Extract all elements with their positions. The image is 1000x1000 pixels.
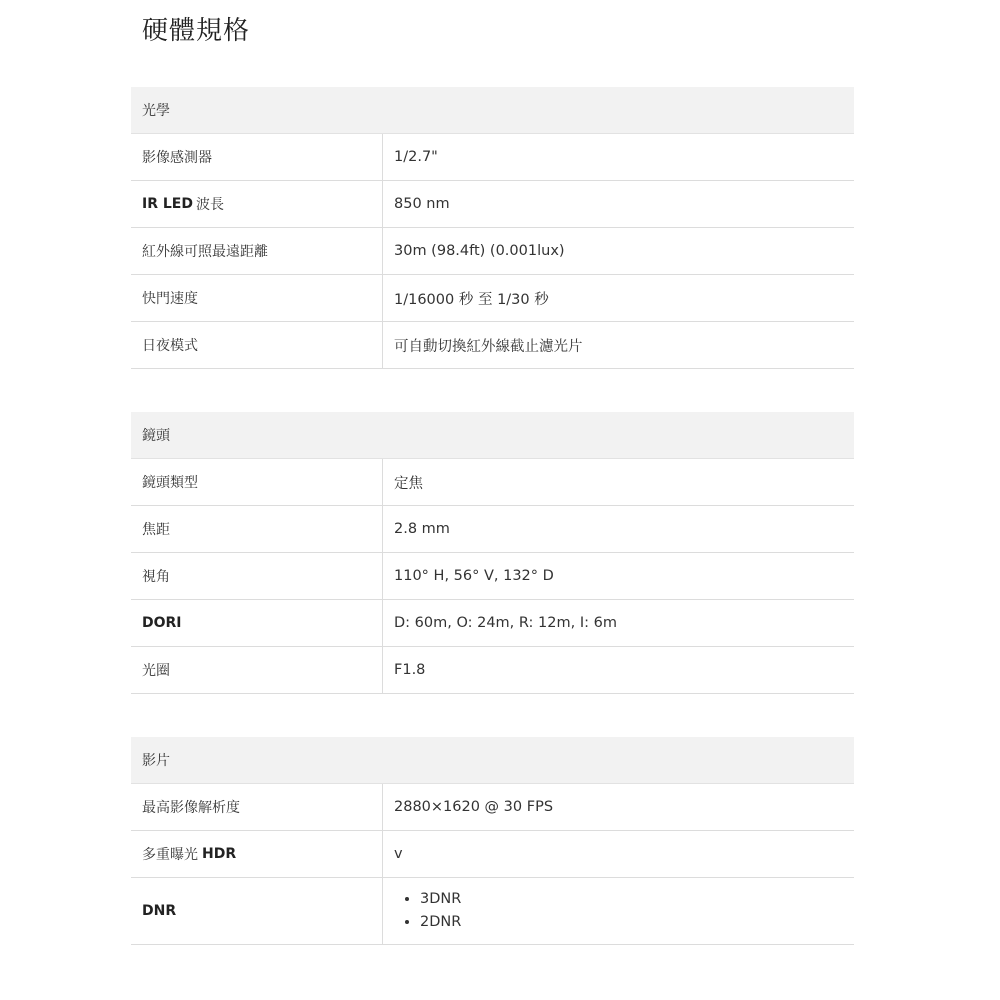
- spec-section-optics: [131, 87, 854, 369]
- spec-label-text: 日夜模式: [142, 338, 198, 354]
- list-item: • 2DNR: [420, 911, 461, 934]
- spec-value: 2880×1620 @ 30 FPS: [394, 799, 554, 815]
- section-header: 影片: [131, 737, 854, 784]
- spec-row: [131, 322, 854, 369]
- spec-label: [131, 600, 383, 646]
- section-header: 光學: [131, 87, 854, 134]
- spec-row: [131, 506, 854, 553]
- spec-value: 定焦: [394, 475, 423, 492]
- spec-value: v: [394, 846, 403, 862]
- spec-label: [131, 459, 383, 505]
- spec-row: [131, 878, 854, 945]
- spec-value: 1/16000 秒 至 1/30 秒: [394, 291, 549, 308]
- spec-row: [131, 600, 854, 647]
- spec-label: [131, 506, 383, 552]
- spec-value: [383, 878, 854, 944]
- spec-label: [131, 831, 383, 877]
- spec-label-text: 紅外線可照最遠距離: [142, 244, 268, 260]
- spec-label: [131, 784, 383, 830]
- spec-label-bold: IR LED: [142, 196, 193, 212]
- spec-label: [131, 228, 383, 274]
- section-header: 鏡頭: [131, 412, 854, 459]
- spec-value: 110° H, 56° V, 132° D: [394, 568, 554, 584]
- spec-label: [131, 275, 383, 321]
- page-title: 硬體規格: [142, 16, 251, 46]
- spec-label-text: 波長: [195, 197, 224, 213]
- spec-label-text: 光圈: [142, 663, 170, 679]
- spec-value: F1.8: [394, 662, 426, 678]
- spec-label-text: 多重曝光: [142, 847, 198, 863]
- spec-label: [131, 878, 383, 944]
- spec-label-bold: DORI: [142, 615, 182, 631]
- spec-section-lens: [131, 412, 854, 694]
- spec-row: [131, 784, 854, 831]
- spec-row: [131, 228, 854, 275]
- spec-section-video: [131, 737, 854, 945]
- spec-value: D: 60m, O: 24m, R: 12m, I: 6m: [394, 615, 617, 631]
- spec-label-bold: DNR: [142, 903, 177, 919]
- spec-label: [131, 181, 383, 227]
- spec-label-text: 鏡頭類型: [142, 475, 198, 491]
- spec-label: [131, 322, 383, 368]
- spec-value-list: [394, 888, 461, 934]
- spec-value: 850 nm: [394, 196, 450, 212]
- spec-label-text: 影像感測器: [142, 150, 212, 166]
- spec-row: [131, 134, 854, 181]
- spec-row: [131, 553, 854, 600]
- spec-row: [131, 459, 854, 506]
- spec-label: [131, 134, 383, 180]
- spec-row: [131, 181, 854, 228]
- spec-label-bold: HDR: [202, 846, 237, 862]
- spec-label-text: 視角: [142, 569, 170, 585]
- spec-value: 1/2.7": [394, 149, 438, 165]
- spec-label: [131, 647, 383, 693]
- list-item: • 3DNR: [420, 888, 461, 911]
- spec-label-text: 焦距: [142, 522, 170, 538]
- spec-value: 可自動切換紅外線截止濾光片: [394, 338, 583, 355]
- spec-row: [131, 275, 854, 322]
- spec-value: 30m (98.4ft) (0.001lux): [394, 243, 565, 259]
- spec-row: [131, 647, 854, 694]
- spec-label-text: 最高影像解析度: [142, 800, 240, 816]
- spec-label-text: 快門速度: [142, 291, 198, 307]
- spec-value: 2.8 mm: [394, 521, 450, 537]
- spec-label: [131, 553, 383, 599]
- spec-row: [131, 831, 854, 878]
